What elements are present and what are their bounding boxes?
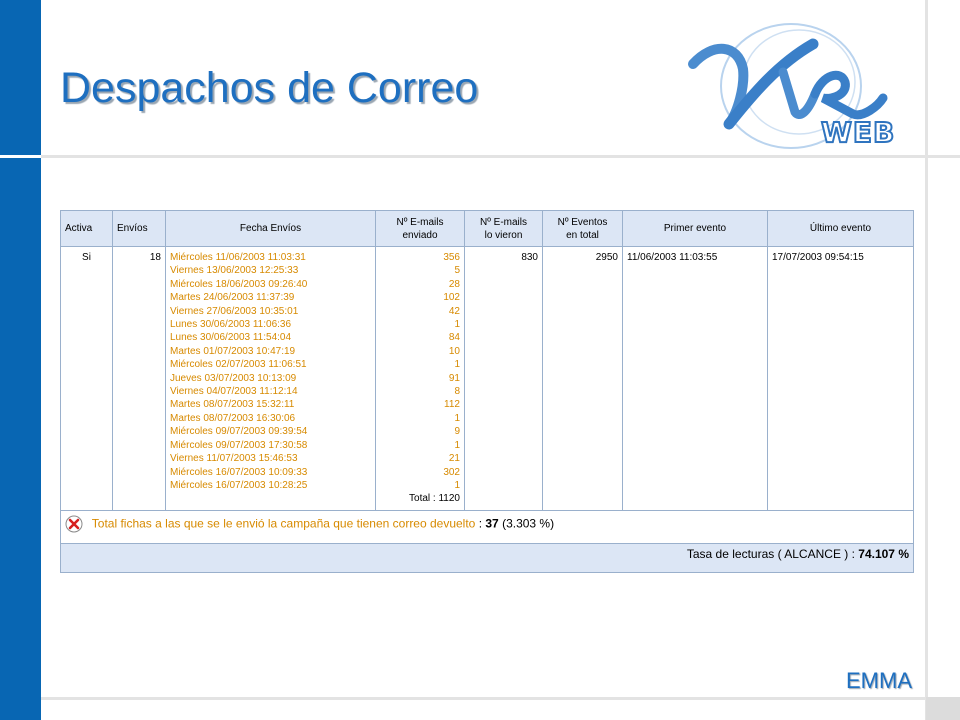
fecha-item: Miércoles 16/07/2003 10:09:33 [170,466,308,478]
header-divider [0,155,960,158]
header-emails-vieron: Nº E-mails lo vieron [465,211,543,247]
header-envios: Envíos [113,211,166,247]
fecha-item: Martes 24/06/2003 11:37:39 [170,292,295,304]
enviado-item: 10 [448,345,460,357]
fecha-item: Miércoles 09/07/2003 17:30:58 [170,439,308,451]
table-header-row [61,211,914,247]
total-enviados: Total : 1120 [409,493,460,505]
enviado-item: 84 [448,332,460,344]
fecha-item: Miércoles 18/06/2003 09:26:40 [170,278,308,290]
enviado-item: 1 [454,359,460,371]
fecha-item: Martes 08/07/2003 16:30:06 [170,412,296,424]
devuelto-row [61,510,914,543]
vtr-web-logo [683,14,913,154]
left-accent-bar [0,0,41,720]
fecha-item: Miércoles 09/07/2003 09:39:54 [170,426,308,438]
header-fecha-envios: Fecha Envíos [166,211,376,247]
error-icon [65,515,83,533]
enviado-item: 112 [444,399,460,411]
header-primer-evento: Primer evento [623,211,768,247]
fecha-item: Viernes 13/06/2003 12:25:33 [170,265,299,277]
enviado-item: 21 [448,453,460,465]
bottom-divider [41,697,925,700]
svg-text:WEB: WEB [821,116,896,149]
enviado-item: 42 [448,305,460,317]
devuelto-label: Total fichas a las que se le envió la campaña que tienen correo devuelto [91,516,476,531]
devuelto-cell [61,510,914,543]
fecha-item: Lunes 30/06/2003 11:06:36 [170,319,292,331]
fecha-item: Miércoles 11/06/2003 11:03:31 [170,252,306,263]
cell-primer-evento: 11/06/2003 11:03:55 [623,247,768,511]
header-activa: Activa [61,211,113,247]
tasa-value: 74.107 % [858,546,909,561]
cell-vieron: 830 [465,247,543,511]
tasa-row [61,543,914,572]
fecha-item: Lunes 30/06/2003 11:54:04 [170,332,292,344]
enviado-item: 1 [454,439,460,451]
fecha-item: Miércoles 16/07/2003 10:28:25 [170,479,308,491]
fecha-item: Martes 08/07/2003 15:32:11 [170,399,295,411]
fecha-item: Jueves 03/07/2003 10:13:09 [170,372,297,384]
enviado-item: 91 [448,372,460,384]
header-eventos-total: Nº Eventos en total [543,211,623,247]
mail-dispatch-table [60,210,914,573]
devuelto-sep: : [475,516,486,531]
fecha-item: Miércoles 02/07/2003 11:06:51 [170,359,307,371]
fecha-item: Viernes 11/07/2003 15:46:53 [170,453,298,465]
enviado-item: 102 [443,292,460,304]
header-emails-enviado: Nº E-mails enviado [376,211,465,247]
enviado-item: 8 [454,386,460,398]
table-row [61,247,914,511]
devuelto-count: 37 [485,516,499,531]
cell-envios: 18 [113,247,166,511]
fecha-item: Viernes 27/06/2003 10:35:01 [170,305,299,317]
enviado-item: 28 [448,278,460,290]
page-title: Despachos de Correo [60,64,479,112]
cell-enviados [376,247,465,511]
cell-activa: Si [61,247,113,511]
enviado-item: 302 [443,466,460,478]
enviado-item: 356 [443,252,460,263]
header-ultimo-evento: Último evento [768,211,914,247]
corner-block [926,697,960,720]
enviado-item: 1 [454,412,460,424]
right-divider [925,0,928,720]
enviado-item: 5 [454,265,460,277]
tasa-label: Tasa de lecturas ( ALCANCE ) : [686,546,859,561]
fecha-item: Viernes 04/07/2003 11:12:14 [170,386,298,398]
cell-eventos: 2950 [543,247,623,511]
devuelto-pct: (3.303 %) [498,516,555,531]
enviado-item: 1 [454,479,460,491]
enviado-item: 1 [454,319,460,331]
cell-ultimo-evento: 17/07/2003 09:54:15 [768,247,914,511]
enviado-item: 9 [454,426,460,438]
cell-fechas [166,247,376,511]
tasa-cell [61,543,914,572]
footer-brand: EMMA [846,668,912,693]
fecha-item: Martes 01/07/2003 10:47:19 [170,345,296,357]
fechas-list [170,251,371,492]
enviados-list [380,251,460,492]
